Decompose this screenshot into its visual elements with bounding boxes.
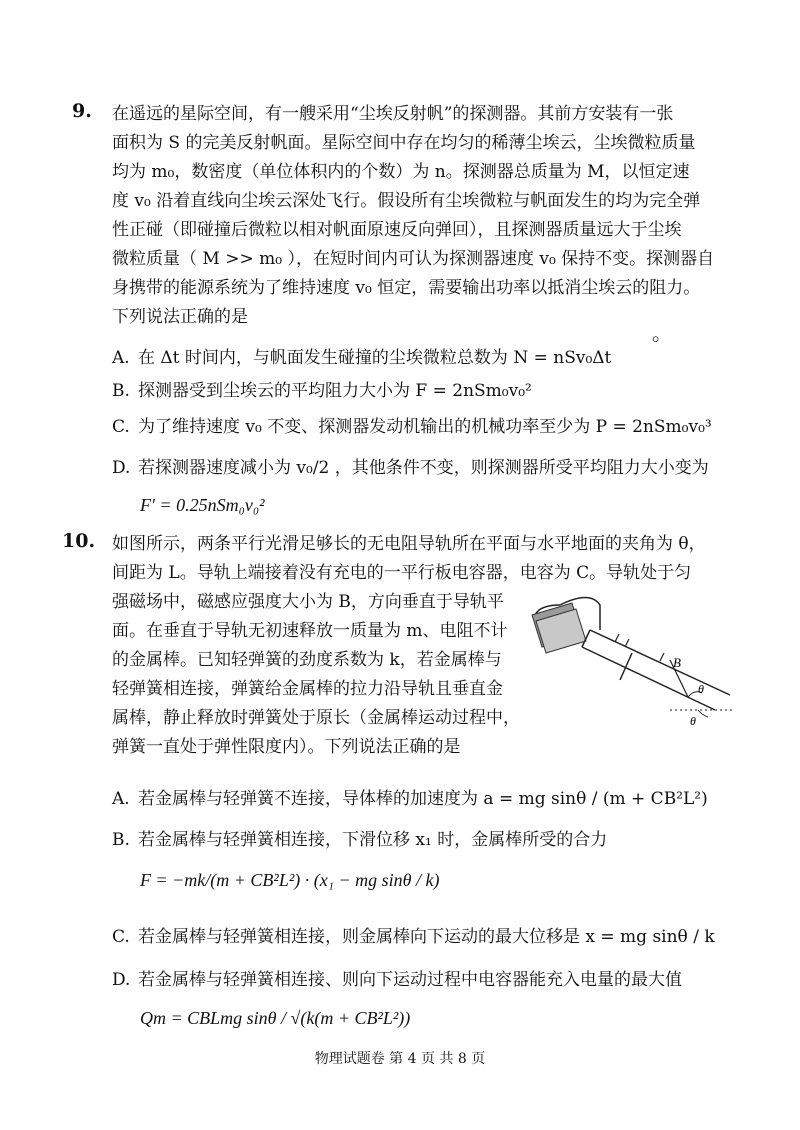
q9-option-c: [112, 413, 712, 442]
option-label: B.: [112, 381, 130, 401]
q10-option-c: [112, 923, 715, 952]
q9-option-d: [112, 454, 709, 483]
q10-line: 轻弹簧相连接，弹簧给金属棒的拉力沿导轨且垂直金: [112, 679, 503, 699]
option-label: A.: [112, 789, 130, 809]
angle-label-2: θ: [690, 714, 696, 728]
q9-option-b: [112, 377, 532, 406]
option-text: 若探测器速度减小为 v₀/2 ，其他条件不变，则探测器所受平均阻力大小变为: [138, 458, 709, 478]
q9-d-formula: F′ = 0.25nSm₀v₀²: [140, 495, 265, 515]
b-field-label: B: [673, 655, 681, 670]
option-label: D.: [112, 458, 131, 478]
option-text: 若金属棒与轻弹簧不连接，导体棒的加速度为 a = mg sinθ / (m + CB²L²): [138, 789, 708, 809]
q9-line: 身携带的能源系统为了维持速度 v₀ 恒定，需要输出功率以抵消尘埃云的阻力。: [112, 278, 701, 298]
option-text: 若金属棒与轻弹簧相连接、则向下运动过程中电容器能充入电量的最大值: [138, 970, 682, 990]
answer-blank-dot: 。: [652, 321, 672, 345]
q9-line: 下列说法正确的是: [112, 307, 248, 327]
q10-line: 强磁场中，磁感应强度大小为 B，方向垂直于导轨平: [112, 592, 504, 612]
q10-option-d: [112, 966, 682, 995]
question-10-number: 10.: [62, 530, 96, 552]
q9-option-a: [112, 344, 611, 373]
q9-line: 在遥远的星际空间，有一艘采用“尘埃反射帆”的探测器。其前方安装有一张: [112, 104, 674, 124]
q10-option-b: [112, 826, 607, 855]
angle-label-1: θ: [698, 682, 704, 696]
option-text: 在 Δt 时间内，与帆面发生碰撞的尘埃微粒总数为 N = nSv₀Δt: [138, 348, 612, 368]
page-footer: 物理试题卷 第 4 页 共 8 页: [314, 1051, 486, 1067]
q10-line: 间距为 L。导轨上端接着没有充电的一平行板电容器，电容为 C。导轨处于匀: [112, 563, 692, 583]
option-label: D.: [112, 970, 131, 990]
q9-line: 度 v₀ 沿着直线向尘埃云深处飞行。假设所有尘埃微粒与帆面发生的均为完全弹: [112, 191, 701, 211]
option-label: B.: [112, 830, 130, 850]
question-9-stem: [112, 100, 714, 332]
q10-line: 的金属棒。已知轻弹簧的劲度系数为 k，若金属棒与: [112, 650, 502, 670]
q9-line: 性正碰（即碰撞后微粒以相对帆面原速反向弹回），且探测器质量远大于尘埃: [112, 220, 682, 240]
q10-line: 弹簧一直处于弹性限度内）。下列说法正确的是: [112, 737, 461, 757]
q10-line: 如图所示，两条平行光滑足够长的无电阻导轨所在平面与水平地面的夹角为 θ，: [112, 534, 706, 554]
option-label: C.: [112, 417, 130, 437]
q9-line: 面积为 S 的完美反射帆面。星际空间中存在均匀的稀薄尘埃云，尘埃微粒质量: [112, 133, 696, 153]
q9-line: 微粒质量（ M >> m₀ ），在短时间内可认为探测器速度 v₀ 保持不变。探测器自: [112, 249, 715, 269]
q10-option-a: [112, 785, 708, 814]
q10-b-formula: F = −mk/(m + CB²L²) · (x₁ − mg sinθ / k): [140, 870, 440, 890]
q10-line: 属棒，静止释放时弹簧处于原长（金属棒运动过程中，: [112, 708, 520, 728]
incline-rail-capacitor-figure: [520, 585, 740, 735]
option-text: 为了维持速度 v₀ 不变、探测器发动机输出的机械功率至少为 P = 2nSm₀v₀³: [138, 417, 712, 437]
option-text: 探测器受到尘埃云的平均阻力大小为 F = 2nSm₀v₀²: [138, 381, 532, 401]
q10-d-formula: Qm = CBLmg sinθ / √(k(m + CB²L²)): [140, 1008, 411, 1028]
q10-line: 面。在垂直于导轨无初速释放一质量为 m、电阻不计: [112, 621, 508, 641]
option-label: A.: [112, 348, 130, 368]
rail-upper: [590, 630, 730, 695]
question-9-number: 9.: [72, 100, 92, 122]
option-label: C.: [112, 927, 130, 947]
q9-line: 均为 m₀，数密度（单位体积内的个数）为 n。探测器总质量为 M，以恒定速: [112, 162, 690, 182]
option-text: 若金属棒与轻弹簧相连接，下滑位移 x₁ 时，金属棒所受的合力: [138, 830, 608, 850]
option-text: 若金属棒与轻弹簧相连接，则金属棒向下运动的最大位移是 x = mg sinθ / k: [138, 927, 715, 947]
